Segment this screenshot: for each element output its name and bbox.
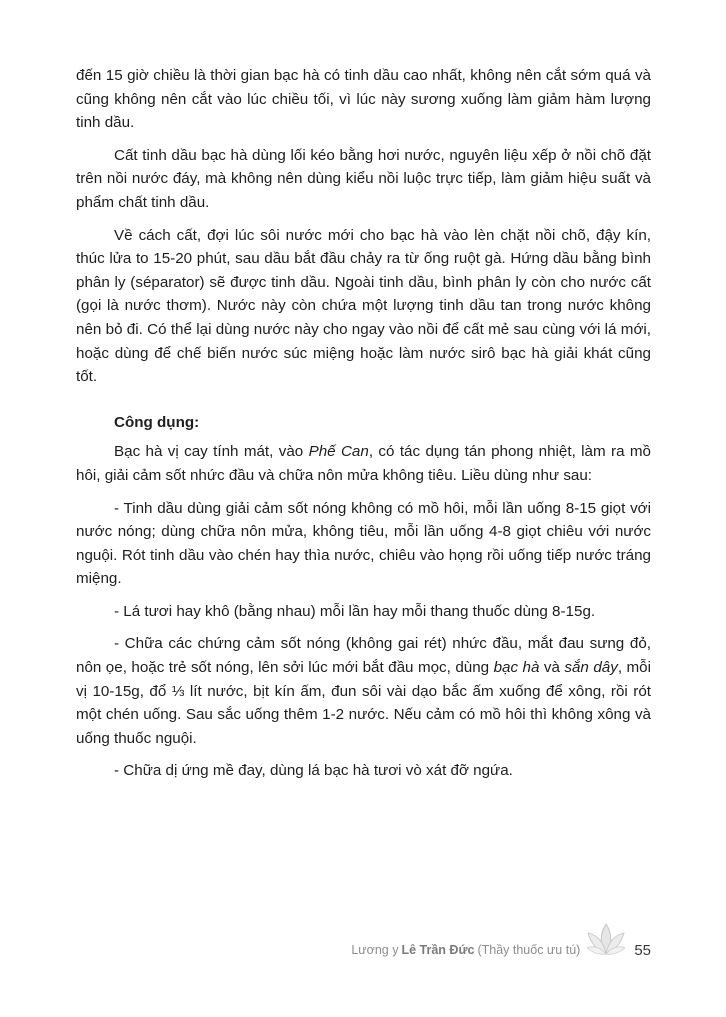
list-item-fever-text-mid: và [539,659,565,677]
footer-author: Lê Trần Đức [401,943,475,957]
list-item-leaves-dose: - Lá tươi hay khô (bằng nhau) mỗi lần hay mỗi thang thuốc dùng 8-15g. [114,602,596,620]
footer-suffix: (Thầy thuốc ưu tú) [477,943,581,957]
paragraph-4-text-a: Bạc hà vị cay tính mát, vào [114,443,309,461]
paragraph-2: Cất tinh dầu bạc hà dùng lối kéo bằng hơi nước, nguyên liệu xếp ở nồi chõ đặt trên nồi nước đáy, mà không nên dùng kiểu nồi luộc trực tiếp, làm giảm hiệu suất và phẩm chất tinh dầu. [76,146,651,211]
paragraph-4 [76,440,651,487]
page-number: 55 [634,941,651,959]
page-body [76,64,651,792]
page-footer [351,937,651,963]
list-item-essential-oil: - Tinh dầu dùng giải cảm sốt nóng không có mồ hôi, mỗi lần uống 8-15 giọt với nước nóng; dùng chữa nôn mửa, không tiêu, mỗi lần uống 4-8 giọt chiêu với nước nguội. Rót tinh dầu vào chén hay thìa nước, chiêu vào họng rồi uống tiếp nước tráng miệng. [76,499,651,588]
paragraph-1: đến 15 giờ chiều là thời gian bạc hà có tinh dầu cao nhất, không nên cắt sớm quá và cũng không nên cắt vào lúc chiều tối, vì lúc này sương xuống làm giảm hàm lượng tinh dầu. [76,67,651,132]
paragraph-4-emphasis: Phế Can [308,443,369,461]
list-item-fever-text-a: - Chữa các chứng cảm sốt nóng (không gai rét) nhức đầu, mắt đau sưng đỏ, nôn ọe, hoặc trẻ sốt nóng, lên sởi lúc mới bắt đầu mọc, dùng [76,635,651,677]
footer-prefix: Lương y [351,943,399,957]
list-item-fever-text-b: , mỗi vị 10-15g, đổ ⅓ lít nước, bịt kín ấm, đun sôi vài dạo bắc ấm xuống để xông, rồi rót một chén uống. Sau sắc uống thêm 1-2 nước. Nếu cảm có mồ hôi thì không xông và uống thuốc nguội. [76,659,651,747]
list-item-fever-remedy [76,632,651,750]
list-item-allergy-remedy: - Chữa dị ứng mề đay, dùng lá bạc hà tươi vò xát đỡ ngứa. [114,762,513,780]
list-item-fever-emphasis-1: bạc hà [493,659,540,677]
section-heading: Công dụng: [114,413,200,431]
list-item-fever-emphasis-2: sắn dây [564,659,618,677]
paragraph-4-text-b: , có tác dụng tán phong nhiệt, làm ra mồ hôi, giải cảm sốt nhức đầu và chữa nôn mửa không tiêu. Liều dùng như sau: [76,443,651,484]
paragraph-3: Về cách cất, đợi lúc sôi nước mới cho bạc hà vào lèn chặt nồi chõ, đậy kín, thúc lửa to 15-20 phút, sau dầu bắt đầu chảy ra từ ống ruột gà. Hứng dầu bằng bình phân ly (séparator) sẽ được tinh dầu. Ngoài tinh dầu, bình phân ly còn cho nước cất (gọi là nước thơm). Nước này còn chứa một lượng tinh dầu tan trong nước không nên bỏ đi. Có thể lại dùng nước này cho ngay vào nồi để cất mẻ sau cùng với lá mới, hoặc dùng để chế biến nước súc miệng hoặc làm nước sirô bạc hà giải khát cũng tốt. [76,226,651,386]
lotus-flower-icon [584,918,628,962]
